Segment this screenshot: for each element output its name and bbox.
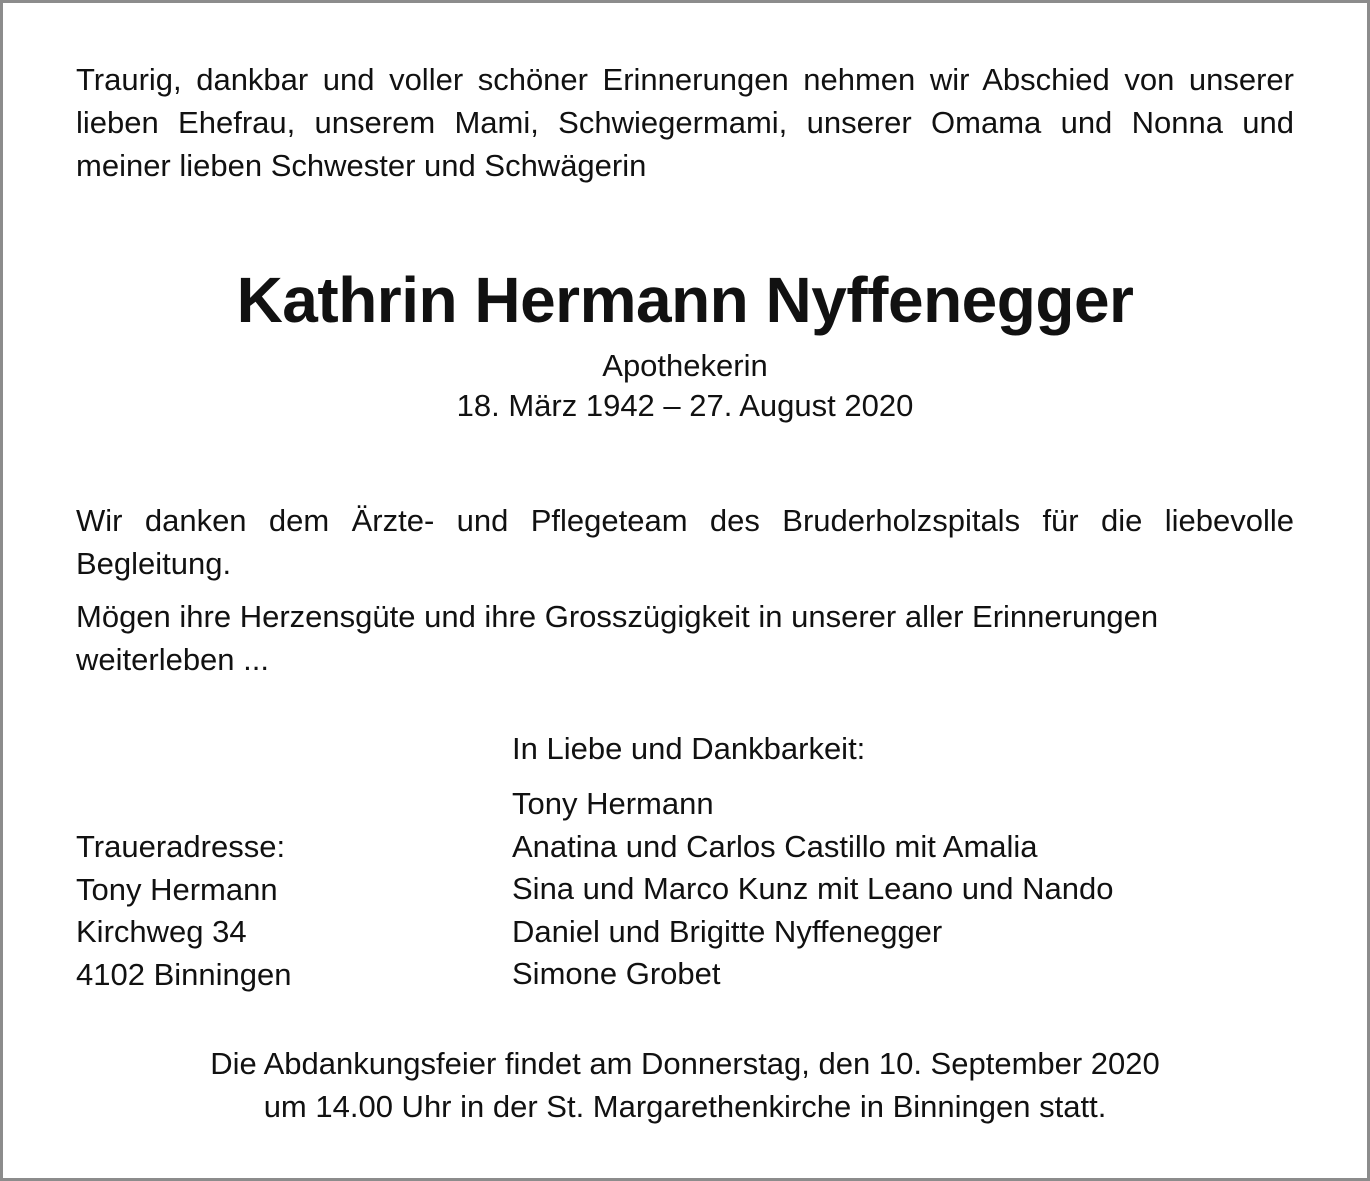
mourner: Daniel und Brigitte Nyffenegger (512, 913, 943, 949)
mourner: Simone Grobet (512, 956, 721, 991)
ceremony-line: um 14.00 Uhr in der St. Margarethenkirche in Binningen statt. (263, 1089, 1107, 1124)
life-dates: 18. März 1942 – 27. August 2020 (456, 388, 914, 423)
wish-text: Mögen ihre Herzensgüte und ihre Grosszügigkeit in unserer aller Erinnerungen weiterleben ... (76, 599, 1159, 677)
address-line: 4102 Binningen (76, 956, 292, 992)
address-label: Traueradresse: (76, 829, 286, 864)
mourner: Tony Hermann (512, 786, 714, 821)
thanks-text: Wir danken dem Ärzte- und Pflegeteam des Bruderholzspitals für die liebevolle Begleitung. (76, 503, 1294, 581)
mourner: Anatina und Carlos Castillo mit Amalia (512, 828, 1038, 864)
ceremony-info (76, 1042, 1294, 1128)
signoff: In Liebe und Dankbarkeit: (512, 731, 866, 766)
intro-text: Traurig, dankbar und voller schöner Erinnerungen nehmen wir Abschied von unserer lieben Ehefrau, unserem Mami, Schwiegermami, unserer Omama und Nonna und meiner lieben Schwester und Schwägerin (76, 62, 1294, 183)
deceased-profession: Apothekerin (602, 348, 768, 383)
mourner: Sina und Marco Kunz mit Leano und Nando (512, 871, 1114, 906)
deceased-name: Kathrin Hermann Nyffenegger (236, 264, 1134, 336)
address-line: Kirchweg 34 (76, 914, 247, 949)
mourning-address (76, 826, 291, 996)
ceremony-line: Die Abdankungsfeier findet am Donnerstag, den 10. September 2020 (210, 1046, 1160, 1081)
address-line: Tony Hermann (76, 871, 278, 907)
mourners-list (512, 783, 1113, 996)
obituary-notice (76, 58, 1294, 1124)
